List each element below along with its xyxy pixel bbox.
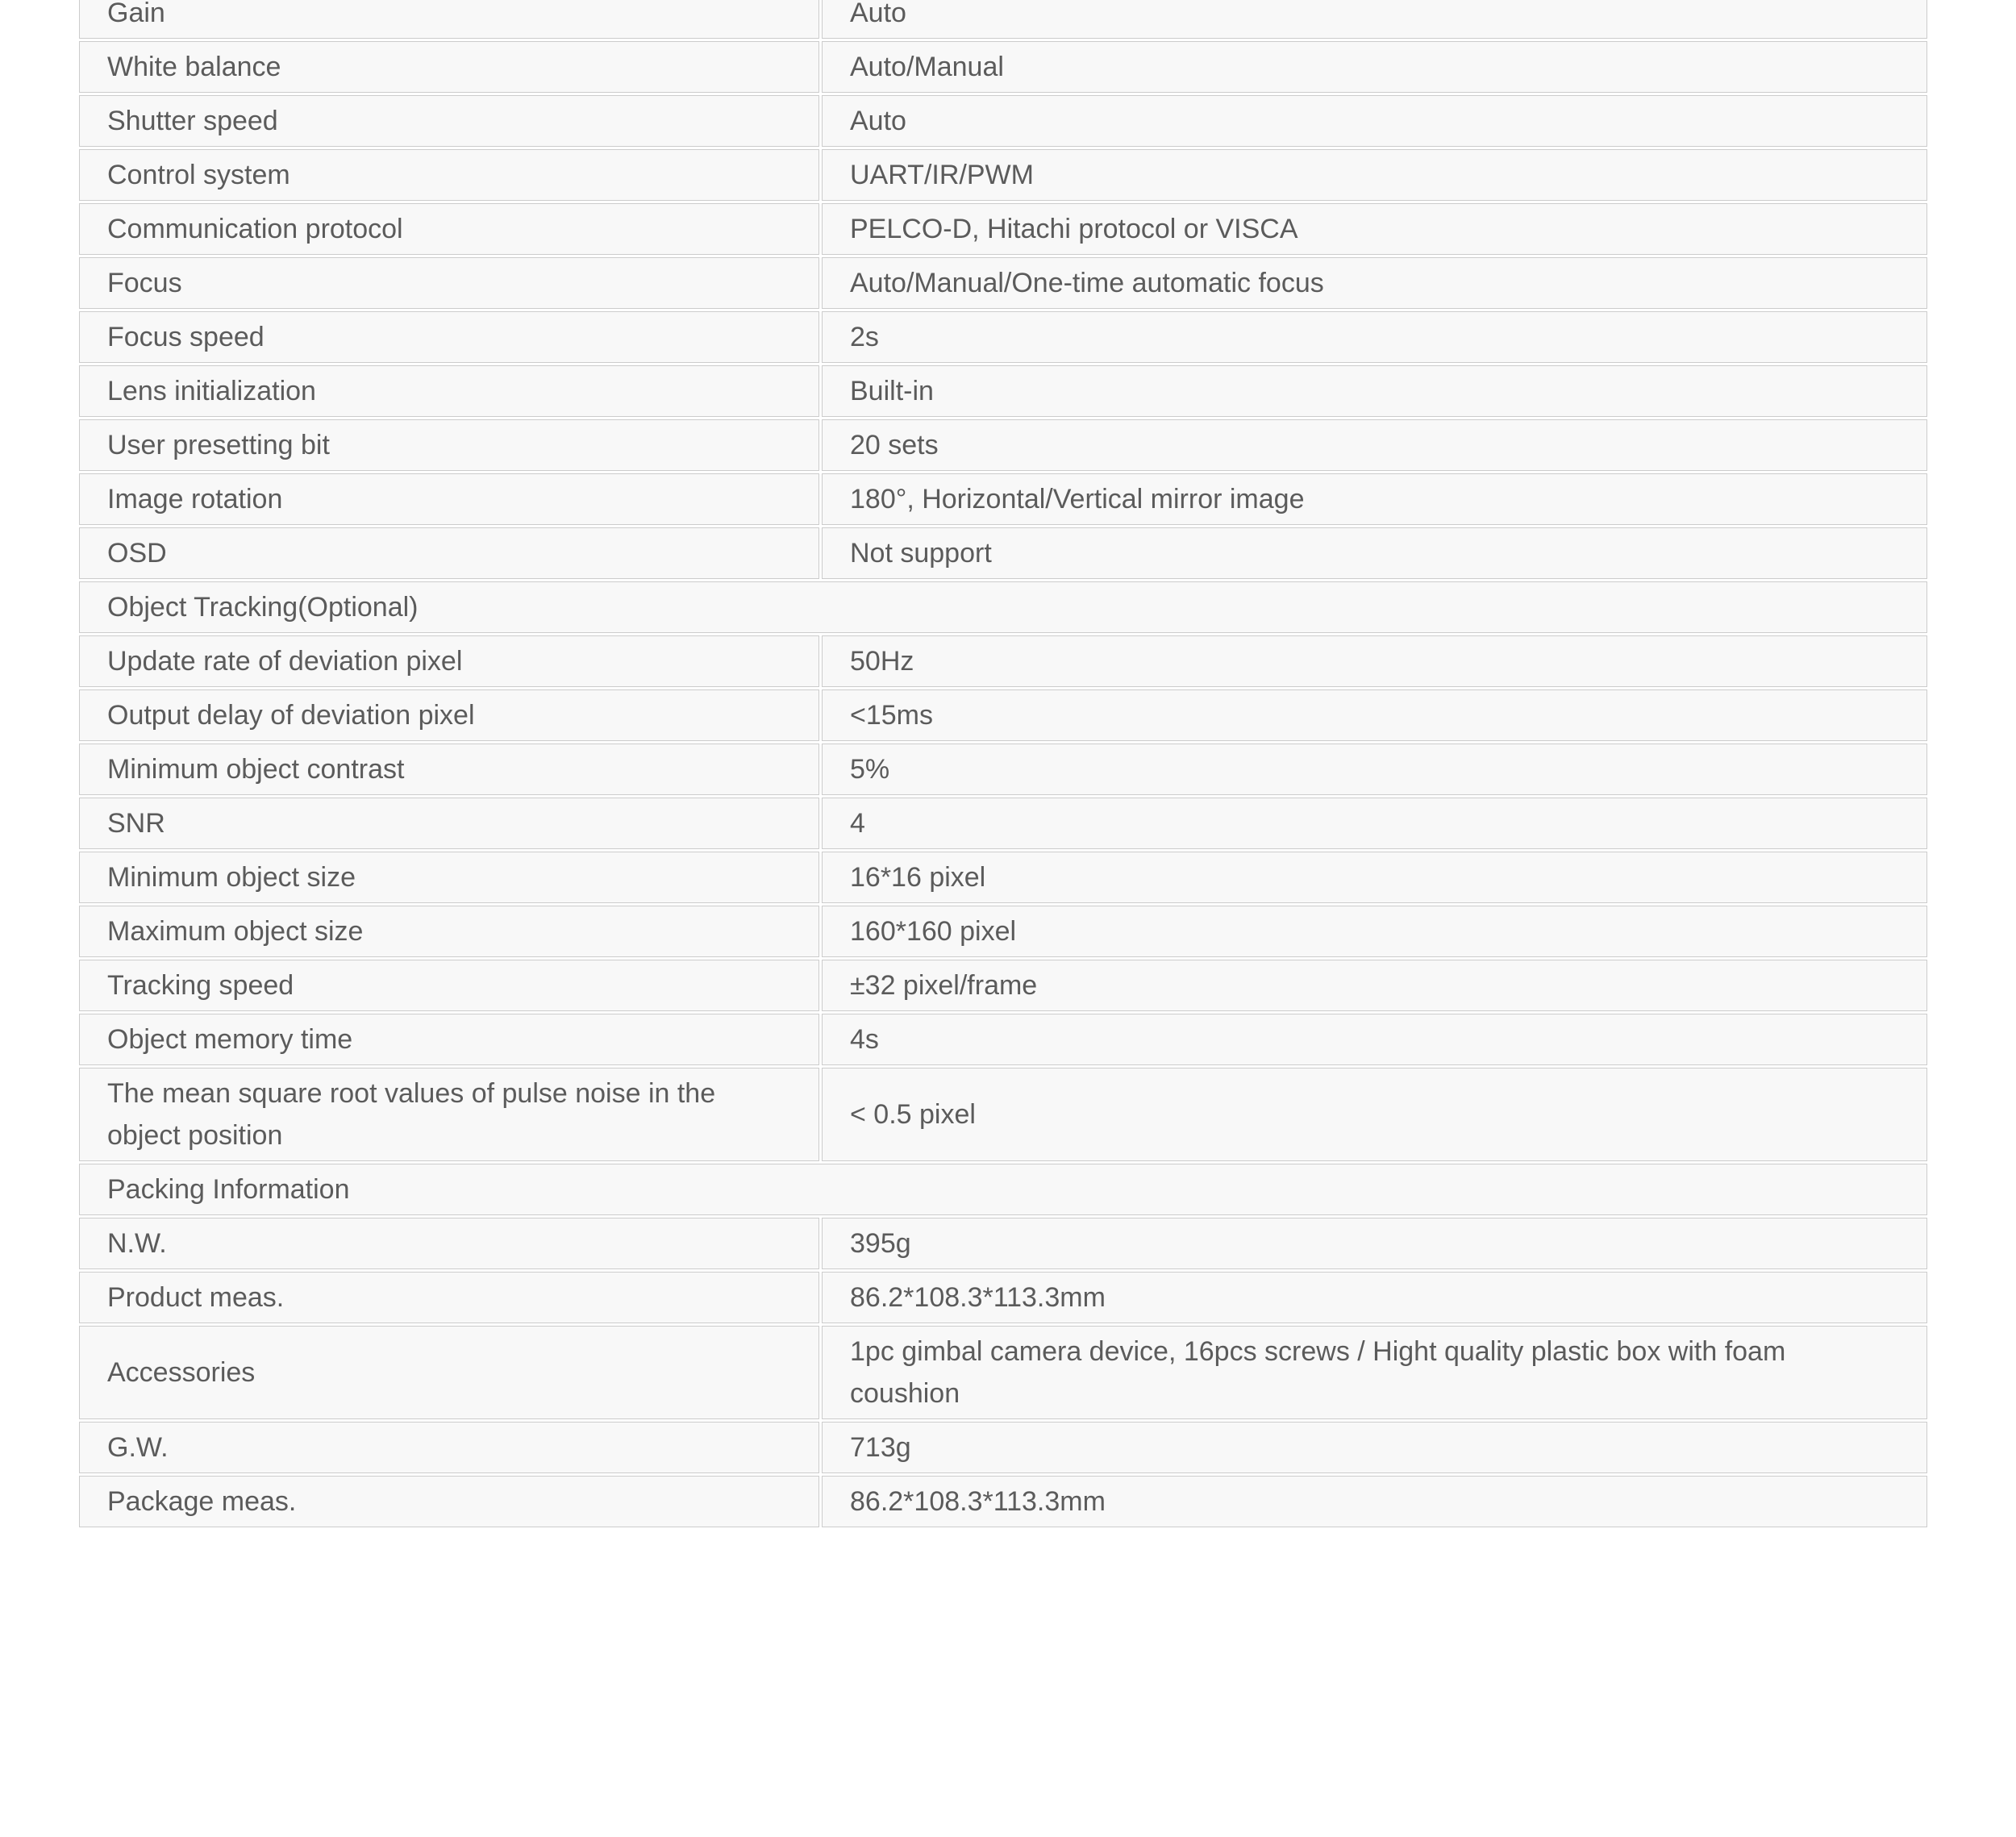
spec-value-text: Auto (850, 0, 906, 28)
spec-label-text: Maximum object size (107, 916, 364, 947)
spec-label-text: Communication protocol (107, 214, 403, 244)
spec-label-cell (79, 257, 819, 309)
table-row (79, 798, 1927, 849)
spec-label-text: Object memory time (107, 1024, 353, 1055)
spec-label-cell (79, 798, 819, 849)
spec-label-cell (79, 365, 819, 417)
spec-value-cell (822, 635, 1927, 687)
spec-value-cell (822, 744, 1927, 795)
spec-value-text: Built-in (850, 376, 934, 406)
spec-value-cell (822, 1326, 1927, 1419)
spec-label-cell (79, 1014, 819, 1065)
spec-value-text: PELCO-D, Hitachi protocol or VISCA (850, 214, 1298, 244)
spec-label-text: Minimum object size (107, 862, 356, 893)
table-row (79, 1014, 1927, 1065)
table-row (79, 744, 1927, 795)
spec-value-cell (822, 1476, 1927, 1527)
spec-label-cell (79, 95, 819, 147)
spec-value-text: Not support (850, 538, 992, 569)
spec-value-cell (822, 852, 1927, 903)
spec-value-cell (822, 365, 1927, 417)
spec-label-cell (79, 473, 819, 525)
spec-value-text: 16*16 pixel (850, 862, 986, 893)
spec-label-cell (79, 0, 819, 39)
spec-value-cell (822, 798, 1927, 849)
spec-value-text: Auto/Manual (850, 52, 1004, 82)
table-row (79, 635, 1927, 687)
spec-value-text: 395g (850, 1228, 911, 1259)
spec-value-cell (822, 95, 1927, 147)
spec-label-cell (79, 960, 819, 1011)
table-row (79, 1068, 1927, 1161)
spec-label-text: The mean square root values of pulse noise in the object position (107, 1078, 716, 1151)
spec-value-cell (822, 0, 1927, 39)
spec-table-body (77, 0, 1930, 1527)
spec-label-text: Gain (107, 0, 165, 28)
table-row (79, 257, 1927, 309)
spec-label-cell (79, 203, 819, 255)
table-row (79, 852, 1927, 903)
spec-value-cell (822, 1422, 1927, 1473)
spec-value-text: 713g (850, 1432, 911, 1463)
spec-value-cell (822, 257, 1927, 309)
section-row (79, 581, 1927, 633)
spec-value-text: 160*160 pixel (850, 916, 1017, 947)
spec-label-text: White balance (107, 52, 281, 82)
table-row (79, 1218, 1927, 1269)
spec-value-cell (822, 1068, 1927, 1161)
spec-label-cell (79, 1326, 819, 1419)
spec-value-cell (822, 1218, 1927, 1269)
spec-label-text: Minimum object contrast (107, 754, 405, 785)
spec-label-cell (79, 1272, 819, 1323)
spec-label-cell (79, 311, 819, 363)
spec-value-text: 20 sets (850, 430, 939, 460)
spec-value-cell (822, 203, 1927, 255)
table-row (79, 203, 1927, 255)
spec-label-text: Output delay of deviation pixel (107, 700, 475, 731)
table-row (79, 906, 1927, 957)
spec-label-cell (79, 744, 819, 795)
spec-value-text: 50Hz (850, 646, 914, 677)
spec-label-text: Shutter speed (107, 106, 278, 136)
table-row (79, 149, 1927, 201)
section-header-label: Object Tracking(Optional) (107, 592, 419, 623)
spec-value-text: 4s (850, 1024, 879, 1055)
table-row (79, 311, 1927, 363)
table-row (79, 0, 1927, 39)
table-row (79, 95, 1927, 147)
spec-value-text: Auto (850, 106, 906, 136)
spec-table (77, 0, 1930, 1530)
spec-label-text: User presetting bit (107, 430, 330, 460)
spec-label-text: Product meas. (107, 1282, 285, 1313)
spec-label-text: Tracking speed (107, 970, 294, 1001)
table-row (79, 1326, 1927, 1419)
spec-label-text: Package meas. (107, 1486, 297, 1517)
spec-value-text: 180°, Horizontal/Vertical mirror image (850, 484, 1305, 514)
spec-value-cell (822, 960, 1927, 1011)
spec-value-text: Auto/Manual/One-time automatic focus (850, 268, 1324, 298)
spec-label-cell (79, 689, 819, 741)
spec-label-text: Update rate of deviation pixel (107, 646, 463, 677)
spec-label-text: Accessories (107, 1357, 256, 1388)
spec-value-text: <15ms (850, 700, 933, 731)
spec-label-text: Lens initialization (107, 376, 316, 406)
spec-label-cell (79, 1422, 819, 1473)
spec-label-text: OSD (107, 538, 167, 569)
table-row (79, 960, 1927, 1011)
spec-label-cell (79, 635, 819, 687)
spec-value-cell (822, 1014, 1927, 1065)
spec-value-text: ±32 pixel/frame (850, 970, 1038, 1001)
section-row (79, 1164, 1927, 1215)
spec-value-text: 86.2*108.3*113.3mm (850, 1486, 1106, 1517)
spec-value-text: 2s (850, 322, 879, 352)
spec-label-cell (79, 1218, 819, 1269)
table-row (79, 41, 1927, 93)
spec-value-cell (822, 473, 1927, 525)
spec-label-cell (79, 41, 819, 93)
spec-label-cell (79, 1476, 819, 1527)
table-row (79, 1476, 1927, 1527)
spec-label-text: SNR (107, 808, 165, 839)
spec-label-cell (79, 852, 819, 903)
spec-value-text: 5% (850, 754, 890, 785)
spec-value-cell (822, 1272, 1927, 1323)
spec-label-cell (79, 527, 819, 579)
table-row (79, 527, 1927, 579)
spec-label-text: Control system (107, 160, 290, 190)
table-row (79, 365, 1927, 417)
spec-value-text: 4 (850, 808, 865, 839)
table-row (79, 473, 1927, 525)
spec-label-cell (79, 149, 819, 201)
table-row (79, 419, 1927, 471)
table-row (79, 689, 1927, 741)
spec-value-text: 86.2*108.3*113.3mm (850, 1282, 1106, 1313)
spec-label-cell (79, 419, 819, 471)
spec-label-cell (79, 906, 819, 957)
spec-value-text: < 0.5 pixel (850, 1099, 976, 1130)
spec-value-cell (822, 41, 1927, 93)
spec-value-cell (822, 149, 1927, 201)
spec-value-cell (822, 689, 1927, 741)
spec-value-cell (822, 311, 1927, 363)
spec-value-cell (822, 527, 1927, 579)
section-header-cell (79, 1164, 1927, 1215)
spec-value-text: UART/IR/PWM (850, 160, 1034, 190)
spec-label-cell (79, 1068, 819, 1161)
spec-value-text: 1pc gimbal camera device, 16pcs screws / Hight quality plastic box with foam coushion (850, 1336, 1786, 1409)
spec-value-cell (822, 419, 1927, 471)
spec-value-cell (822, 906, 1927, 957)
table-row (79, 1272, 1927, 1323)
table-row (79, 1422, 1927, 1473)
section-header-label: Packing Information (107, 1174, 350, 1205)
section-header-cell (79, 581, 1927, 633)
spec-label-text: Image rotation (107, 484, 283, 514)
spec-label-text: Focus (107, 268, 182, 298)
spec-label-text: G.W. (107, 1432, 169, 1463)
spec-label-text: Focus speed (107, 322, 264, 352)
spec-label-text: N.W. (107, 1228, 167, 1259)
